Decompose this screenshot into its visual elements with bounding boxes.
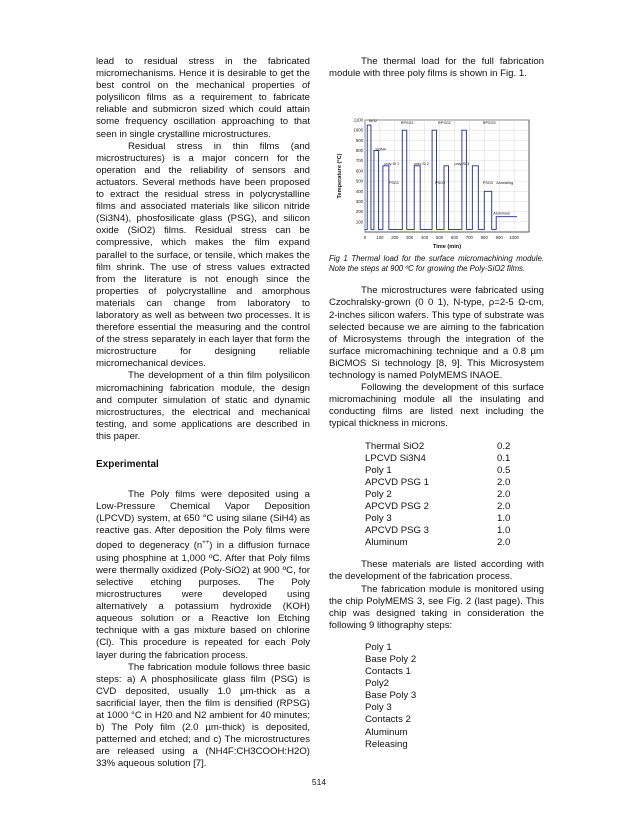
y-axis-label: Temperature (°C)	[337, 153, 343, 199]
material-row	[365, 489, 510, 501]
chart-annotation: RPSG1	[400, 121, 414, 126]
figure-1	[331, 114, 543, 254]
material-name: APCVD PSG 1	[365, 476, 429, 488]
material-thickness: 2.0	[496, 476, 511, 488]
material-thickness: 1.0	[496, 513, 511, 525]
chart-annotation: Si3N4	[375, 147, 386, 152]
left-paragraph-1: lead to residual stress in the fabricated micromechanisms. Hence it is desirable to get the best control on the mechanical properties of polysilicon films as a requirement to fabricate reliable and submicron sized which could attain some frequency oscillation approaching to that seen in single crystalline microstructures.	[96, 56, 310, 140]
lithography-step: Poly 3	[365, 702, 392, 714]
p4-text-b: ) in a diffusion furnace using phosphine at 1,000 ºC. After that Poly films were thermally oxidized (Poly-SiO2) at 900 ºC, for selective etching purposes. The Poly microstructures were developed using alternatively a potassium hydroxide (KOH) aqueous solution or a Reactive Ion Etching technique with a gas mixture based on chlorine (Cl). This procedure is repeated for each Poly layer during the fabrication process.	[96, 540, 311, 661]
chart-annotation: RPSG3	[482, 121, 496, 126]
material-thickness: 2.0	[496, 537, 511, 549]
right-paragraph-3: Following the development of this surface micromachining module all the insulating and conducting films are listed next including the typical thickness in microns.	[329, 382, 544, 430]
lithography-step: Aluminum	[365, 726, 408, 738]
x-tick-label: 0	[363, 235, 367, 241]
left-column	[96, 56, 310, 770]
material-thickness: 2.0	[496, 500, 511, 512]
material-name: Thermal SiO2	[365, 440, 425, 452]
material-row	[365, 501, 510, 513]
chart-annotation: Annealing	[496, 181, 514, 186]
right-paragraph-1: The thermal load for the full fabrication module with three poly films is shown in Fig. 1.	[329, 56, 544, 80]
right-column	[329, 56, 544, 751]
material-name: Poly 3	[365, 513, 392, 525]
material-row	[365, 513, 510, 525]
p4-superscript: ++	[202, 540, 210, 547]
left-paragraph-2: Residual stress in thin films (and microstructures) is a major concern for the operation and the reliability of sensors and actuators. Several methods have been proposed to extract the residual stress in polycrystalline films and associated materials like silicon nitride (Si3N4), phosfosilicate glass (PSG), and silicon oxide (SiO2) films. Residual stress can be compressive, which makes the film expand parallel to the surface, or tensile, which makes the film shrink. The use of stress values extracted from the literature is not enough since the properties of polycrystalline and amorphous materials can change from laboratory to laboratory as well as between two processes. It is therefore essential the measuring and the control of the stress separately in each layer that form the microstructure for designing reliable micromechanical devices.	[96, 140, 310, 370]
y-tick-label: 300	[355, 199, 363, 205]
material-name: LPCVD Si3N4	[365, 452, 426, 464]
chart-annotation: Aluminum	[493, 211, 511, 216]
x-tick-label: 1000	[509, 235, 519, 241]
x-tick-label: 400	[421, 235, 429, 241]
lithography-step: Contacts 1	[365, 666, 411, 678]
left-paragraph-3: The development of a thin film polysilicon micromachining fabrication module, the design and computer simulation of static and dynamic microstructures, the electrical and mechanical testing, and some applications are described in this paper.	[96, 370, 310, 442]
material-name: Poly 1	[365, 464, 392, 476]
material-name: APCVD PSG 2	[365, 500, 429, 512]
material-thickness: 0.2	[496, 440, 511, 452]
lithography-step: Contacts 2	[365, 714, 411, 726]
material-thickness: 0.5	[496, 464, 511, 476]
left-paragraph-5: The fabrication module follows three basic steps: a) A phosphosilicate glass film (PSG) is CVD deposited, usually 1.0 µm-thick as a sacrificial layer, then the film is densified (RPSG) at 1000 °C in H20 and N2 ambient for 40 minutes; b) The Poly film (2.0 µm-thick) is deposited, patterned and etched; and c) The microstructures are released using a (NH4F:CH3COOH:H2O) 33% aqueous solution [7].	[96, 661, 310, 770]
section-heading-experimental: Experimental	[96, 459, 159, 470]
chart-annotation: PSG1	[388, 181, 399, 186]
material-row	[365, 453, 510, 465]
p4-text-a: The Poly films were deposited using a Low-Pressure Chemical Vapor Deposition (LPCVD) system, at 650 °C using silane (SiH4) as reactive gas. After deposition the Poly films were doped to degeneracy (n	[96, 489, 310, 552]
left-paragraph-4	[96, 489, 310, 662]
material-thickness: 2.0	[496, 488, 511, 500]
x-tick-label: 600	[450, 235, 459, 241]
lithography-steps-list	[365, 642, 544, 751]
y-tick-label: 600	[355, 168, 363, 174]
y-tick-label: 500	[355, 178, 363, 184]
x-tick-label: 900	[495, 235, 503, 241]
materials-table	[365, 441, 510, 550]
x-tick-label: 800	[480, 235, 488, 241]
right-paragraph-2: The microstructures were fabricated using Czochralsky-grown (0 0 1), N-type, ρ=2-5 Ω-cm, 2-inches silicon wafers. This type of substrate was selected because we are aiming to the fabrication of Microsystems through the integration of the surface micromachining technique and a 0.8 µm BiCMOS Si technology [8, 9]. This Microsystem technology is named PolyMEMS INAOE.	[329, 285, 544, 382]
y-tick-label: 900	[355, 138, 363, 144]
material-name: Aluminum	[365, 537, 408, 549]
chart-annotation: PSG3	[482, 181, 493, 186]
right-paragraph-5: The fabrication module is monitored using the chip PolyMEMS 3, see Fig. 2 (last page). This chip was designed taking in consideration the following 9 lithography steps:	[329, 583, 544, 631]
x-tick-label: 300	[406, 235, 414, 241]
material-row	[365, 465, 510, 477]
figure-1-caption: Fig 1 Thermal load for the surface micromachining module. Note the steps at 900 ºC for growing the Poly-SiO2 films.	[329, 254, 544, 273]
material-row	[365, 537, 510, 549]
chart-annotation: RPSG2	[438, 121, 451, 126]
chart-annotation: poly-Si 1	[384, 161, 400, 166]
lithography-step: Base Poly 2	[365, 654, 417, 665]
page-number: 514	[311, 777, 327, 787]
y-tick-label: 800	[355, 148, 363, 154]
material-name: Poly 2	[365, 488, 392, 500]
chart-annotation: poly-Si 3	[454, 161, 470, 166]
y-tick-label: 1000	[353, 127, 363, 133]
x-axis-label: Time (min)	[432, 244, 462, 251]
y-tick-label: 400	[355, 188, 363, 194]
lithography-step: Poly2	[365, 678, 389, 690]
thermal-load-chart	[331, 114, 543, 254]
y-tick-label: 200	[355, 209, 363, 215]
lithography-step: Poly 1	[365, 641, 392, 653]
material-row	[365, 525, 510, 537]
chart-annotation: SiO2	[368, 119, 378, 124]
y-tick-label: 100	[355, 219, 363, 225]
x-tick-label: 500	[435, 235, 444, 241]
y-tick-label: 700	[355, 158, 363, 164]
lithography-step: Base Poly 3	[365, 690, 417, 702]
lithography-step: Releasing	[365, 738, 408, 750]
material-thickness: 0.1	[496, 452, 511, 464]
material-row	[365, 441, 510, 453]
x-tick-label: 200	[391, 235, 399, 241]
chart-annotation: poly-Si 2	[414, 161, 429, 166]
material-row	[365, 477, 510, 489]
chart-annotation: PSG2	[435, 181, 446, 186]
right-paragraph-4: These materials are listed according with the development of the fabrication process.	[329, 559, 544, 583]
y-tick-label: 1100	[353, 117, 363, 123]
x-tick-label: 700	[465, 235, 473, 241]
x-tick-label: 100	[376, 235, 384, 241]
material-thickness: 1.0	[496, 525, 511, 537]
material-name: APCVD PSG 3	[365, 525, 429, 537]
